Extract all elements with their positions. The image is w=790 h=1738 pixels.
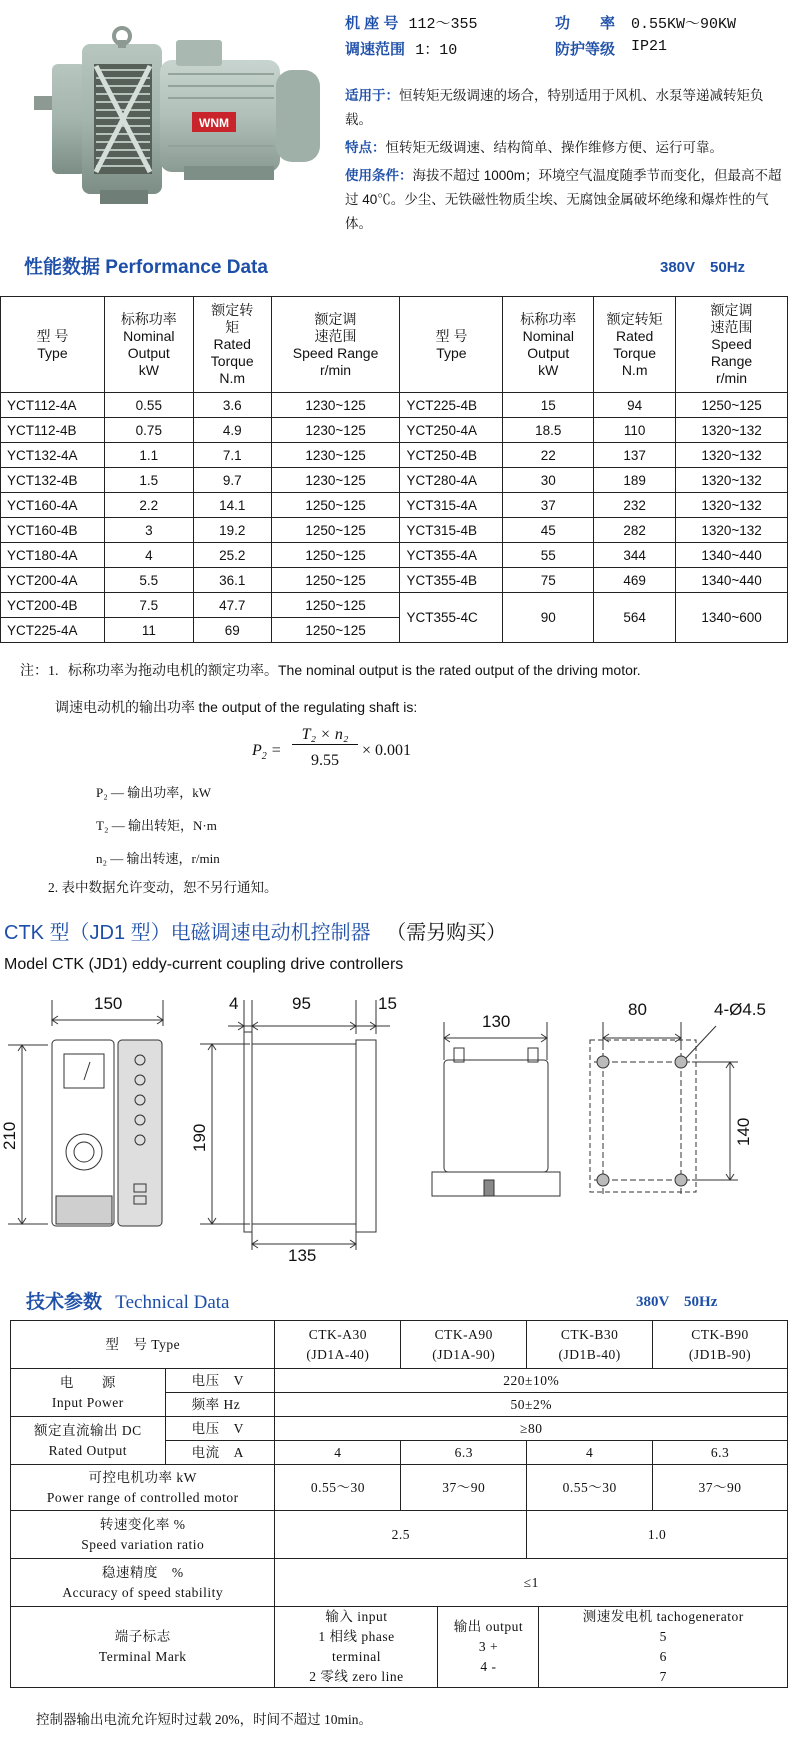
tech-row-type [11, 1321, 788, 1369]
shaft-output-line [55, 697, 417, 717]
value-cell: 1250~125 [271, 493, 400, 518]
value-cell: 36.1 [193, 568, 271, 593]
protection-label: 防护等级 [555, 41, 616, 58]
hdr-torque-l: 额定转 矩 Rated Torque N.m [193, 297, 271, 393]
tech-row-voltage [11, 1369, 788, 1393]
value-cell: 282 [594, 518, 676, 543]
protection-value: IP21 [631, 38, 668, 55]
tech-stability-label: 稳速精度 % Accuracy of speed stability [11, 1559, 275, 1607]
value-cell: 47.7 [193, 593, 271, 618]
tech-terminal-label: 端子标志 Terminal Mark [11, 1607, 275, 1688]
tech-row-speed-variation [11, 1511, 788, 1559]
value-cell: 110 [594, 418, 676, 443]
hdr-speed-r: 额定调 速范围 Speed Range r/min [676, 297, 788, 393]
table-row [1, 593, 788, 618]
value-cell: 75 [503, 568, 594, 593]
table-row [1, 518, 788, 543]
terminal-output: 输出 output 3 + 4 - [438, 1607, 539, 1687]
value-cell: 2.2 [104, 493, 193, 518]
table-row [1, 543, 788, 568]
tech-motor-power-label: 可控电机功率 kW Power range of controlled motor [11, 1465, 275, 1511]
dim-base-height: 140 [734, 1117, 753, 1146]
dim-front-height: 210 [0, 1121, 19, 1150]
tech-stability-value: ≤1 [275, 1559, 788, 1607]
condition-body: 海拔不超过 1000m；环境空气温度随季节而变化，但最高不超过 40℃。少尘、无铁磁性物质尘埃、无腐蚀金属破坏绝缘和爆炸性的气体。 [345, 168, 782, 231]
tech-frequency-value: 50±2% [275, 1393, 788, 1417]
tech-row-terminal [11, 1607, 788, 1688]
application-label: 适用于： [345, 88, 399, 103]
feature-text [345, 136, 785, 160]
hdr-output-r: 标称功率 Nominal Output kW [503, 297, 594, 393]
tech-input-power: 电 源 Input Power [11, 1369, 166, 1417]
value-cell: 232 [594, 493, 676, 518]
value-cell: 1.5 [104, 468, 193, 493]
value-cell: 14.1 [193, 493, 271, 518]
value-cell: 1.1 [104, 443, 193, 468]
shaft-output-en: the output of the regulating shaft is: [198, 699, 418, 715]
tech-voltage-label: 电压 V [165, 1369, 275, 1393]
model-cell: YCT200-4B [1, 593, 105, 618]
note-1 [20, 660, 641, 680]
value-cell: 94 [594, 393, 676, 418]
note-1-en: The nominal output is the rated output of the driving motor. [278, 662, 641, 678]
tech-motor-power-2: 37～90 [401, 1465, 527, 1511]
technical-title-en: Technical Data [115, 1292, 230, 1313]
tech-current-4: 6.3 [653, 1441, 788, 1465]
value-cell: 3 [104, 518, 193, 543]
tech-speed-variation-label: 转速变化率 % Speed variation ratio [11, 1511, 275, 1559]
value-cell: 1340~440 [676, 543, 788, 568]
value-cell: 1250~125 [271, 618, 400, 643]
formula-numerator: T₂ × n₂ [292, 726, 358, 745]
value-cell: 564 [594, 593, 676, 643]
formula-lhs: P [252, 742, 262, 759]
tech-frequency-label: 频率 Hz [165, 1393, 275, 1417]
value-cell: 344 [594, 543, 676, 568]
note-1-cn: 标称功率为拖动电机的额定功率。 [68, 664, 278, 679]
model-cell: YCT160-4A [1, 493, 105, 518]
technical-footnote: 控制器输出电流允许短时过载 20%，时间不超过 10min。 [36, 1712, 372, 1727]
value-cell: 7.5 [104, 593, 193, 618]
top-view-drawing [432, 1022, 560, 1196]
dim-side-bottom: 135 [288, 1246, 317, 1265]
power-label: 功 率 [555, 15, 616, 32]
model-cell: YCT315-4B [400, 518, 503, 543]
value-cell: 1320~132 [676, 518, 788, 543]
tech-model-3: CTK-B30 (JD1B-40) [527, 1321, 653, 1369]
formula-lhs-sub: 2 [261, 751, 267, 763]
value-cell: 37 [503, 493, 594, 518]
value-cell: 3.6 [193, 393, 271, 418]
value-cell: 7.1 [193, 443, 271, 468]
feature-label: 特点： [345, 140, 386, 155]
tech-model-1: CTK-A30 (JD1A-40) [275, 1321, 401, 1369]
model-cell: YCT112-4B [1, 418, 105, 443]
model-cell: YCT250-4A [400, 418, 503, 443]
tech-speed-variation-2: 1.0 [527, 1511, 788, 1559]
performance-supply: 380V 50Hz [660, 259, 746, 276]
dim-base-width: 80 [628, 1000, 647, 1019]
brand-logo: WNM [199, 116, 229, 130]
ctk-title [4, 916, 506, 945]
terminal-input: 输入 input 1 相线 phase terminal 2 零线 zero line [275, 1607, 438, 1687]
tech-dc-voltage-value: ≥80 [275, 1417, 788, 1441]
tech-model-2: CTK-A90 (JD1A-90) [401, 1321, 527, 1369]
model-cell: YCT132-4A [1, 443, 105, 468]
value-cell: 1230~125 [271, 468, 400, 493]
power-value: 0.55KW～90KW [631, 16, 737, 33]
front-view-drawing [8, 1000, 163, 1226]
hdr-output-l: 标称功率 Nominal Output kW [104, 297, 193, 393]
model-cell: YCT355-4A [400, 543, 503, 568]
note-2: 2. 表中数据允许变动，恕不另行通知。 [48, 880, 278, 895]
frame-label: 机 座 号 [345, 15, 399, 32]
table-row [1, 568, 788, 593]
hdr-type-r: 型 号 Type [400, 297, 503, 393]
table-row [1, 418, 788, 443]
terminal-tachogenerator: 测速发电机 tachogenerator 5 6 7 [582, 1609, 744, 1684]
value-cell: 4 [104, 543, 193, 568]
value-cell: 1340~600 [676, 593, 788, 643]
tech-type-label: 型 号 Type [11, 1321, 275, 1369]
ctk-subtitle: Model CTK (JD1) eddy-current coupling drive controllers [4, 956, 404, 973]
value-cell: 1340~440 [676, 568, 788, 593]
model-cell: YCT355-4B [400, 568, 503, 593]
speed-range-label: 调速范围 [345, 41, 406, 58]
hdr-speed-l: 额定调 速范围 Speed Range r/min [271, 297, 400, 393]
ctk-title-extra: （需另购买） [386, 922, 507, 944]
value-cell: 25.2 [193, 543, 271, 568]
value-cell: 1320~132 [676, 418, 788, 443]
shaft-output-cn: 调速电动机的输出功率 [55, 701, 195, 716]
value-cell: 45 [503, 518, 594, 543]
tech-current-2: 6.3 [401, 1441, 527, 1465]
feature-body: 恒转矩无级调速、结构简单、操作维修方便、运行可靠。 [385, 140, 723, 155]
motor-photo [4, 14, 332, 224]
condition-text [345, 164, 785, 236]
performance-title: 性能数据 Performance Data [24, 257, 268, 278]
value-cell: 1320~132 [676, 443, 788, 468]
model-cell: YCT112-4A [1, 393, 105, 418]
table-row [1, 393, 788, 418]
p2-definition: P₂ — 输出功率，kW [96, 785, 212, 800]
value-cell: 189 [594, 468, 676, 493]
value-cell: 55 [503, 543, 594, 568]
value-cell: 1230~125 [271, 443, 400, 468]
power-formula: $P_2$ = T₂ × n₂ 9.55 × 0.001 [252, 726, 412, 769]
model-cell: YCT280-4A [400, 468, 503, 493]
value-cell: 19.2 [193, 518, 271, 543]
value-cell: 22 [503, 443, 594, 468]
model-cell: YCT180-4A [1, 543, 105, 568]
condition-label: 使用条件： [345, 168, 413, 183]
spec-line-1 [345, 12, 785, 33]
tech-current-3: 4 [527, 1441, 653, 1465]
value-cell: 1250~125 [271, 568, 400, 593]
value-cell: 469 [594, 568, 676, 593]
table-row [1, 443, 788, 468]
technical-supply: 380V 50Hz [636, 1294, 718, 1310]
model-cell: YCT250-4B [400, 443, 503, 468]
application-text [345, 84, 785, 132]
value-cell: 1250~125 [271, 593, 400, 618]
tech-rated-output: 额定直流输出 DC Rated Output [11, 1417, 166, 1465]
table-row [1, 493, 788, 518]
dim-top-width: 130 [482, 1012, 511, 1031]
note-1-prefix: 注：1. [20, 664, 59, 679]
dim-side-height: 190 [190, 1123, 209, 1152]
frame-value: 112～355 [408, 16, 478, 33]
value-cell: 30 [503, 468, 594, 493]
model-cell: YCT225-4A [1, 618, 105, 643]
model-cell: YCT160-4B [1, 518, 105, 543]
value-cell: 69 [193, 618, 271, 643]
value-cell: 90 [503, 593, 594, 643]
value-cell: 15 [503, 393, 594, 418]
model-cell: YCT132-4B [1, 468, 105, 493]
value-cell: 11 [104, 618, 193, 643]
tech-model-4: CTK-B90 (JD1B-90) [653, 1321, 788, 1369]
dim-side-a: 4 [229, 994, 239, 1013]
value-cell: 18.5 [503, 418, 594, 443]
tech-row-motor-power [11, 1465, 788, 1511]
performance-header-row [1, 297, 788, 393]
value-cell: 1250~125 [271, 543, 400, 568]
performance-table [0, 296, 788, 643]
value-cell: 5.5 [104, 568, 193, 593]
table-row [1, 468, 788, 493]
technical-table [10, 1320, 788, 1688]
spec-line-2 [345, 38, 785, 59]
tech-dc-voltage-label: 电压 V [165, 1417, 275, 1441]
value-cell: 1320~132 [676, 493, 788, 518]
tech-motor-power-4: 37～90 [653, 1465, 788, 1511]
t2-definition: T₂ — 输出转矩，N·m [96, 818, 217, 833]
tech-row-stability [11, 1559, 788, 1607]
tech-row-dc-voltage [11, 1417, 788, 1441]
value-cell: 1250~125 [271, 518, 400, 543]
value-cell: 1230~125 [271, 418, 400, 443]
application-body: 恒转矩无级调速的场合，特别适用于风机、水泵等递减转矩负载。 [345, 88, 764, 127]
value-cell: 0.75 [104, 418, 193, 443]
side-view-drawing [200, 1000, 390, 1250]
value-cell: 0.55 [104, 393, 193, 418]
tech-terminal-cell [275, 1607, 788, 1688]
speed-range-value: 1：10 [415, 42, 458, 59]
dim-front-width: 150 [94, 994, 123, 1013]
value-cell: 137 [594, 443, 676, 468]
model-cell: YCT315-4A [400, 493, 503, 518]
ctk-title-cn: CTK 型（JD1 型）电磁调速电动机控制器 [4, 922, 371, 944]
technical-title [26, 1287, 229, 1314]
dimension-drawings [0, 994, 790, 1270]
value-cell: 1250~125 [676, 393, 788, 418]
n2-definition: n₂ — 输出转速，r/min [96, 851, 220, 866]
tech-current-label: 电流 A [165, 1441, 275, 1465]
tech-motor-power-1: 0.55～30 [275, 1465, 401, 1511]
dim-side-b: 95 [292, 994, 311, 1013]
technical-title-cn: 技术参数 [26, 1292, 103, 1313]
tech-motor-power-3: 0.55～30 [527, 1465, 653, 1511]
model-cell: YCT200-4A [1, 568, 105, 593]
model-cell: YCT225-4B [400, 393, 503, 418]
tech-voltage-value: 220±10% [275, 1369, 788, 1393]
value-cell: 9.7 [193, 468, 271, 493]
model-cell: YCT355-4C [400, 593, 503, 643]
hdr-type-l: 型 号 Type [1, 297, 105, 393]
formula-tail: × 0.001 [362, 742, 412, 759]
tech-current-1: 4 [275, 1441, 401, 1465]
value-cell: 4.9 [193, 418, 271, 443]
formula-denominator: 9.55 [311, 752, 339, 769]
tech-speed-variation-1: 2.5 [275, 1511, 527, 1559]
dim-side-c: 15 [378, 994, 397, 1013]
hdr-torque-r: 额定转矩 Rated Torque N.m [594, 297, 676, 393]
value-cell: 1320~132 [676, 468, 788, 493]
dim-base-holes: 4-Ø4.5 [714, 1000, 766, 1019]
value-cell: 1230~125 [271, 393, 400, 418]
base-view-drawing [590, 1022, 738, 1196]
